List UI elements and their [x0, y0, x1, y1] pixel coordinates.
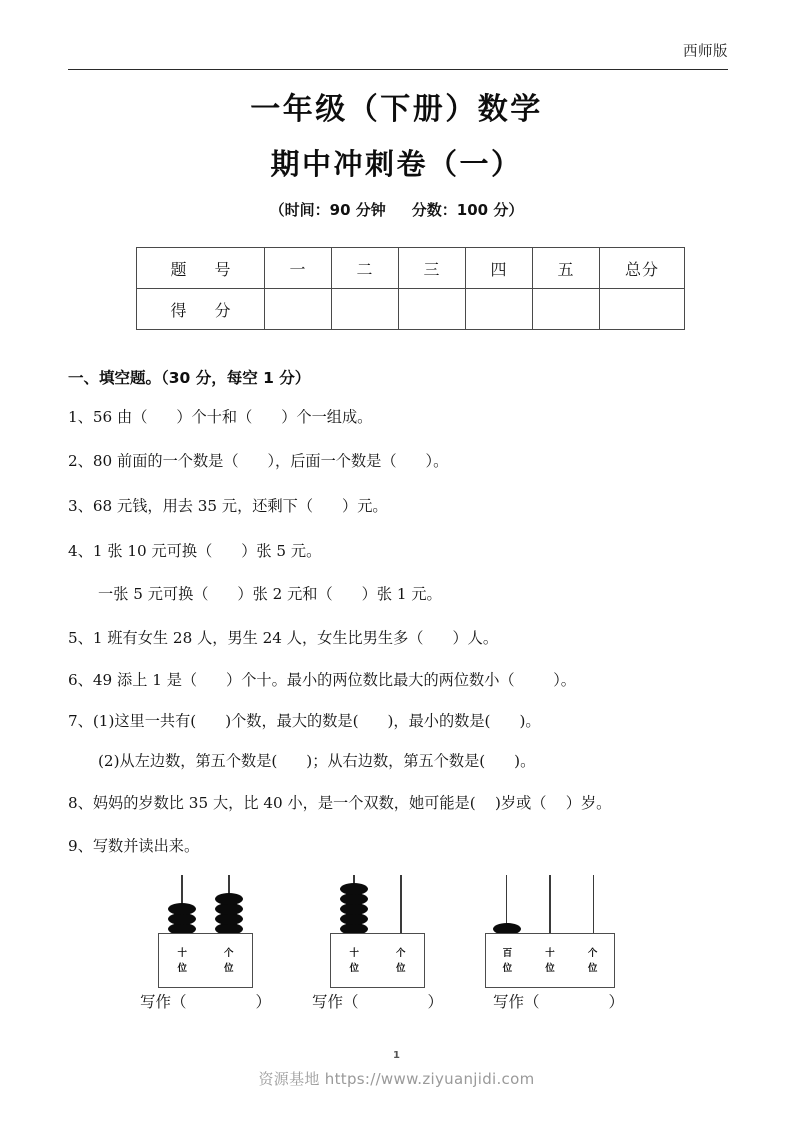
place-label-top: 个: [395, 947, 406, 959]
abacus-3: [485, 862, 615, 988]
table-header-cell-1: 一: [265, 248, 332, 289]
place-label-top: 十: [545, 947, 555, 959]
table-header-cell-total: 总分: [600, 248, 685, 289]
table-header-cell-3: 三: [399, 248, 466, 289]
question-line-q1: 1、56 由（ ）个十和（ ）个一组成。: [68, 408, 373, 426]
question-line-q7a: 7、(1)这里一共有( )个数，最大的数是( )，最小的数是( )。: [68, 712, 541, 730]
score-cell-5[interactable]: [533, 289, 600, 330]
place-value-label-十: [349, 947, 359, 976]
score-cell-1[interactable]: [265, 289, 332, 330]
place-label-top: 个: [223, 947, 234, 959]
row-label-score: 得 分: [137, 289, 265, 330]
abacus-3-frame: [485, 933, 615, 988]
place-label-bottom: 位: [502, 962, 513, 974]
question-line-q2: 2、80 前面的一个数是（ ），后面一个数是（ ）。: [68, 452, 449, 470]
edition-label: 西师版: [683, 44, 728, 60]
place-value-label-十: [177, 947, 187, 976]
place-label-bottom: 位: [223, 962, 234, 974]
table-header-cell-2: 二: [332, 248, 399, 289]
row-label-question-number: 题 号: [137, 248, 265, 289]
place-label-top: 十: [177, 947, 187, 959]
abacus-diagram-group: [68, 862, 740, 1012]
page-subtitle: 期中冲刺卷（一）: [270, 147, 523, 181]
place-label-top: 个: [587, 947, 598, 959]
score-cell-4[interactable]: [466, 289, 533, 330]
abacus-1: [158, 862, 253, 988]
abacus-rod-个: [400, 875, 402, 937]
exam-meta: [0, 199, 793, 220]
place-label-bottom: 位: [395, 962, 406, 974]
table-header-cell-5: 五: [533, 248, 600, 289]
abacus-bead: [215, 893, 243, 905]
table-row-header: [137, 248, 685, 289]
abacus-2-frame: [330, 933, 425, 988]
question-line-q4b: 一张 5 元可换（ ）张 2 元和（ ）张 1 元。: [98, 585, 442, 603]
score-cell-2[interactable]: [332, 289, 399, 330]
place-value-label-个: [396, 947, 406, 976]
score-table: [136, 247, 685, 330]
score-cell-total[interactable]: [600, 289, 685, 330]
write-answer-label-1: 写作（ ）: [140, 993, 271, 1011]
place-value-label-个: [588, 947, 598, 976]
abacus-2: [330, 862, 425, 988]
table-row-scores: [137, 289, 685, 330]
table-header-cell-4: 四: [466, 248, 533, 289]
question-line-q7b: (2)从左边数，第五个数是( )；从右边数，第五个数是( )。: [98, 752, 536, 770]
place-label-bottom: 位: [587, 962, 598, 974]
place-label-top: 百: [502, 947, 513, 959]
section-heading-fill-blanks: 一、填空题。（30 分，每空 1 分）: [68, 369, 311, 387]
abacus-bead: [340, 883, 368, 895]
exam-total-score: 分数：100 分）: [411, 201, 524, 219]
abacus-rod-十: [549, 875, 551, 937]
question-line-q6: 6、49 添上 1 是（ ）个十。最小的两位数比最大的两位数小（ ）。: [68, 671, 576, 689]
place-label-bottom: 位: [177, 962, 187, 974]
place-value-label-百: [503, 947, 513, 976]
question-line-q8: 8、妈妈的岁数比 35 大，比 40 小，是一个双数，她可能是( )岁或（ ）岁。: [68, 794, 612, 812]
place-value-label-十: [545, 947, 555, 976]
question-line-q9: 9、写数并读出来。: [68, 837, 200, 855]
edition-header: [68, 40, 728, 61]
question-line-q3: 3、68 元钱，用去 35 元，还剩下（ ）元。: [68, 497, 388, 515]
abacus-1-frame: [158, 933, 253, 988]
watermark-label: 资源基地 https://www.ziyuanjidi.com: [258, 1070, 535, 1088]
place-value-label-个: [224, 947, 234, 976]
place-label-top: 十: [349, 947, 359, 959]
page-number: 1: [393, 1050, 400, 1061]
score-cell-3[interactable]: [399, 289, 466, 330]
page-title: 一年级（下册）数学: [250, 92, 543, 127]
write-answer-label-2: 写作（ ）: [312, 993, 443, 1011]
abacus-rod-个: [593, 875, 595, 937]
abacus-bead: [168, 903, 196, 915]
question-line-q5: 5、1 班有女生 28 人，男生 24 人，女生比男生多（ ）人。: [68, 629, 499, 647]
place-label-bottom: 位: [349, 962, 359, 974]
exam-duration: （时间：90 分钟: [269, 201, 386, 219]
header-divider: [68, 69, 728, 70]
write-answer-label-3: 写作（ ）: [493, 993, 624, 1011]
question-line-q4: 4、1 张 10 元可换（ ）张 5 元。: [68, 542, 322, 560]
place-label-bottom: 位: [545, 962, 555, 974]
